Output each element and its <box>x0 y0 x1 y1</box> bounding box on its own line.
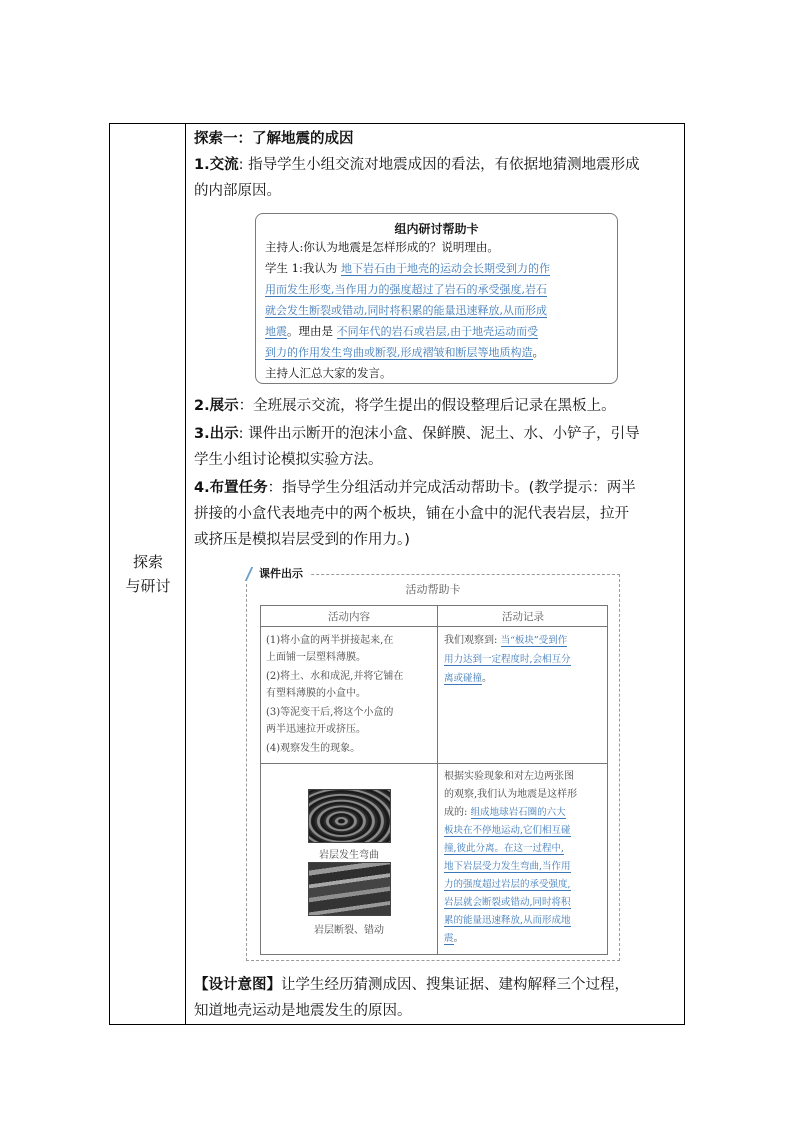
conclusion-line-5 <box>444 840 564 857</box>
conclusion-prefix: 成的: <box>444 807 468 818</box>
card-host-summary: 主持人汇总大家的发言。 <box>265 366 392 380</box>
answer-text-3: 就会发生断裂或错动,同时将积累的能量迅速释放,从而形成 <box>265 304 547 317</box>
record-line-1 <box>444 632 567 649</box>
conclusion-hand-7: 累的能量迅速释放,从而形成地 <box>444 915 571 926</box>
record-prefix: 我们观察到: <box>444 635 498 646</box>
card-host-question: 主持人:你认为地震是怎样形成的？说明理由。 <box>265 240 499 254</box>
step2-label: 2.展示 <box>194 398 239 414</box>
activity-step-2a: (2)将土、水和成泥,并将它铺在 <box>266 671 404 682</box>
record-line-2 <box>444 651 571 668</box>
record-hand-3: 离或碰撞 <box>444 673 483 684</box>
courseware-tag-label: 课件出示 <box>259 567 303 580</box>
lesson-table <box>109 123 685 1025</box>
student-prefix: 学生 1:我认为 <box>265 261 338 275</box>
stage-column <box>110 124 186 1024</box>
conclusion-line-8 <box>444 894 571 911</box>
conclusion-hand-5: 力的强度超过岩层的承受强度, <box>444 879 571 890</box>
design-intent-text-a: 让学生经历猜测成因、搜集证据、建构解释三个过程， <box>281 977 629 993</box>
record-line-3 <box>444 670 492 687</box>
step1-label: 1.交流 <box>194 157 239 173</box>
step1-text-a: : 指导学生小组交流对地震成因的看法，有依据地猜测地震形成 <box>238 157 640 173</box>
conclusion-hand-4: 地下岩层受力发生弯曲,当作用 <box>444 861 571 872</box>
record-end: 。 <box>482 673 493 684</box>
conclusion-line-1: 根据实验现象和对左边两张图 <box>444 771 574 782</box>
activity-step-1b: 上面铺一层塑料薄膜。 <box>266 652 366 663</box>
conclusion-line-7 <box>444 876 571 893</box>
conclusion-line-10 <box>444 930 464 947</box>
record-hand-1: 当“板块”受到作 <box>500 635 568 646</box>
stage-label-line-1: 探索 <box>132 553 163 571</box>
section-heading: 探索一：了解地震的成因 <box>194 131 354 147</box>
activity-card-title: 活动帮助卡 <box>405 583 461 596</box>
conclusion-line-3 <box>444 804 566 821</box>
step1-line-1 <box>194 152 640 178</box>
reason-end-mark: 。 <box>532 345 544 359</box>
conclusion-line-2: 的观察,我们认为地震是这样形 <box>444 789 578 800</box>
step3-text-a: : 课件出示断开的泡沫小盒、保鲜膜、泥土、水、小铲子，引导 <box>238 426 640 442</box>
step4-text-a: ：指导学生分组活动并完成活动帮助卡。(教学提示：两半 <box>267 480 636 496</box>
col-header-record: 活动记录 <box>502 611 544 623</box>
conclusion-hand-8: 震 <box>444 933 454 944</box>
conclusion-hand-3: 撞,彼此分离。在这一过程中, <box>444 843 565 854</box>
courseware-box <box>246 574 620 961</box>
card-title: 组内研讨帮助卡 <box>394 222 479 236</box>
photo1-caption: 岩层发生弯曲 <box>319 850 379 861</box>
step4-label: 4.布置任务 <box>194 480 268 496</box>
step3-label: 3.出示 <box>194 426 239 442</box>
step3-line-1 <box>194 421 640 447</box>
design-intent-line-2: 知道地壳运动是地震发生的原因。 <box>194 1003 412 1019</box>
step2-text: ：全班展示交流，将学生提出的假设整理后记录在黑板上。 <box>238 398 616 414</box>
activity-step-4: (4)观察发生的现象。 <box>266 743 361 754</box>
activity-step-2b: 有塑料薄膜的小盒中。 <box>266 688 366 699</box>
step2-line <box>194 393 616 419</box>
folded-rock-photo <box>308 789 391 843</box>
card-answer-line-3 <box>265 301 547 320</box>
conclusion-end: 。 <box>453 933 464 944</box>
faulted-rock-photo <box>308 862 391 916</box>
reason-text-2: 到力的作用发生弯曲或断裂,形成褶皱和断层等地质构造 <box>265 346 533 359</box>
group-discussion-card <box>255 213 618 384</box>
col-header-content: 活动内容 <box>328 611 370 623</box>
conclusion-line-9 <box>444 912 571 929</box>
card-answer-line-4 <box>265 322 538 341</box>
card-answer-line-2 <box>265 280 547 299</box>
reason-text-1: 不同年代的岩石或岩层,由于地壳运动而受 <box>336 325 539 338</box>
answer-text-4: 地震 <box>265 325 287 338</box>
stage-label <box>110 550 186 598</box>
card-answer-line-1 <box>265 259 550 278</box>
answer-text-1: 地下岩石由于地壳的运动会长期受到力的作 <box>341 262 551 275</box>
conclusion-hand-2: 板块在不停地运动,它们相互碰 <box>444 825 571 836</box>
answer-text-2: 用而发生形变,当作用力的强度超过了岩石的承受强度,岩石 <box>265 283 547 296</box>
conclusion-hand-6: 岩层就会断裂或错动,同时将积 <box>444 897 571 908</box>
photo2-caption: 岩层断裂、错动 <box>314 925 384 936</box>
activity-step-1a: (1)将小盒的两半拼接起来,在 <box>266 635 394 646</box>
activity-step-3a: (3)等泥变干后,将这个小盒的 <box>266 707 394 718</box>
conclusion-line-4 <box>444 822 571 839</box>
design-intent-label: 【设计意图】 <box>194 977 281 993</box>
design-intent-line-1 <box>194 972 629 998</box>
activity-step-3b: 两半迅速拉开或挤压。 <box>266 724 366 735</box>
step1-line-2: 的内部原因。 <box>194 183 281 199</box>
step4-line-3: 或挤压是模拟岩层受到的作用力。) <box>194 532 410 548</box>
courseware-tag <box>245 565 309 583</box>
content-column <box>187 124 684 1024</box>
card-reason-line-2 <box>265 343 544 362</box>
conclusion-hand-1: 组成地球岩石圈的六大 <box>470 807 566 818</box>
activity-table <box>260 605 608 955</box>
reason-prefix: 。理由是 <box>287 324 333 338</box>
step4-line-1 <box>194 475 636 501</box>
stage-label-line-2: 与研讨 <box>125 577 171 595</box>
step3-line-2: 学生小组讨论模拟实验方法。 <box>194 452 383 468</box>
step4-line-2: 拼接的小盒代表地壳中的两个板块，铺在小盒中的泥代表岩层，拉开 <box>194 506 629 522</box>
conclusion-line-6 <box>444 858 571 875</box>
record-hand-2: 用力达到一定程度时,会相互分 <box>444 654 571 665</box>
